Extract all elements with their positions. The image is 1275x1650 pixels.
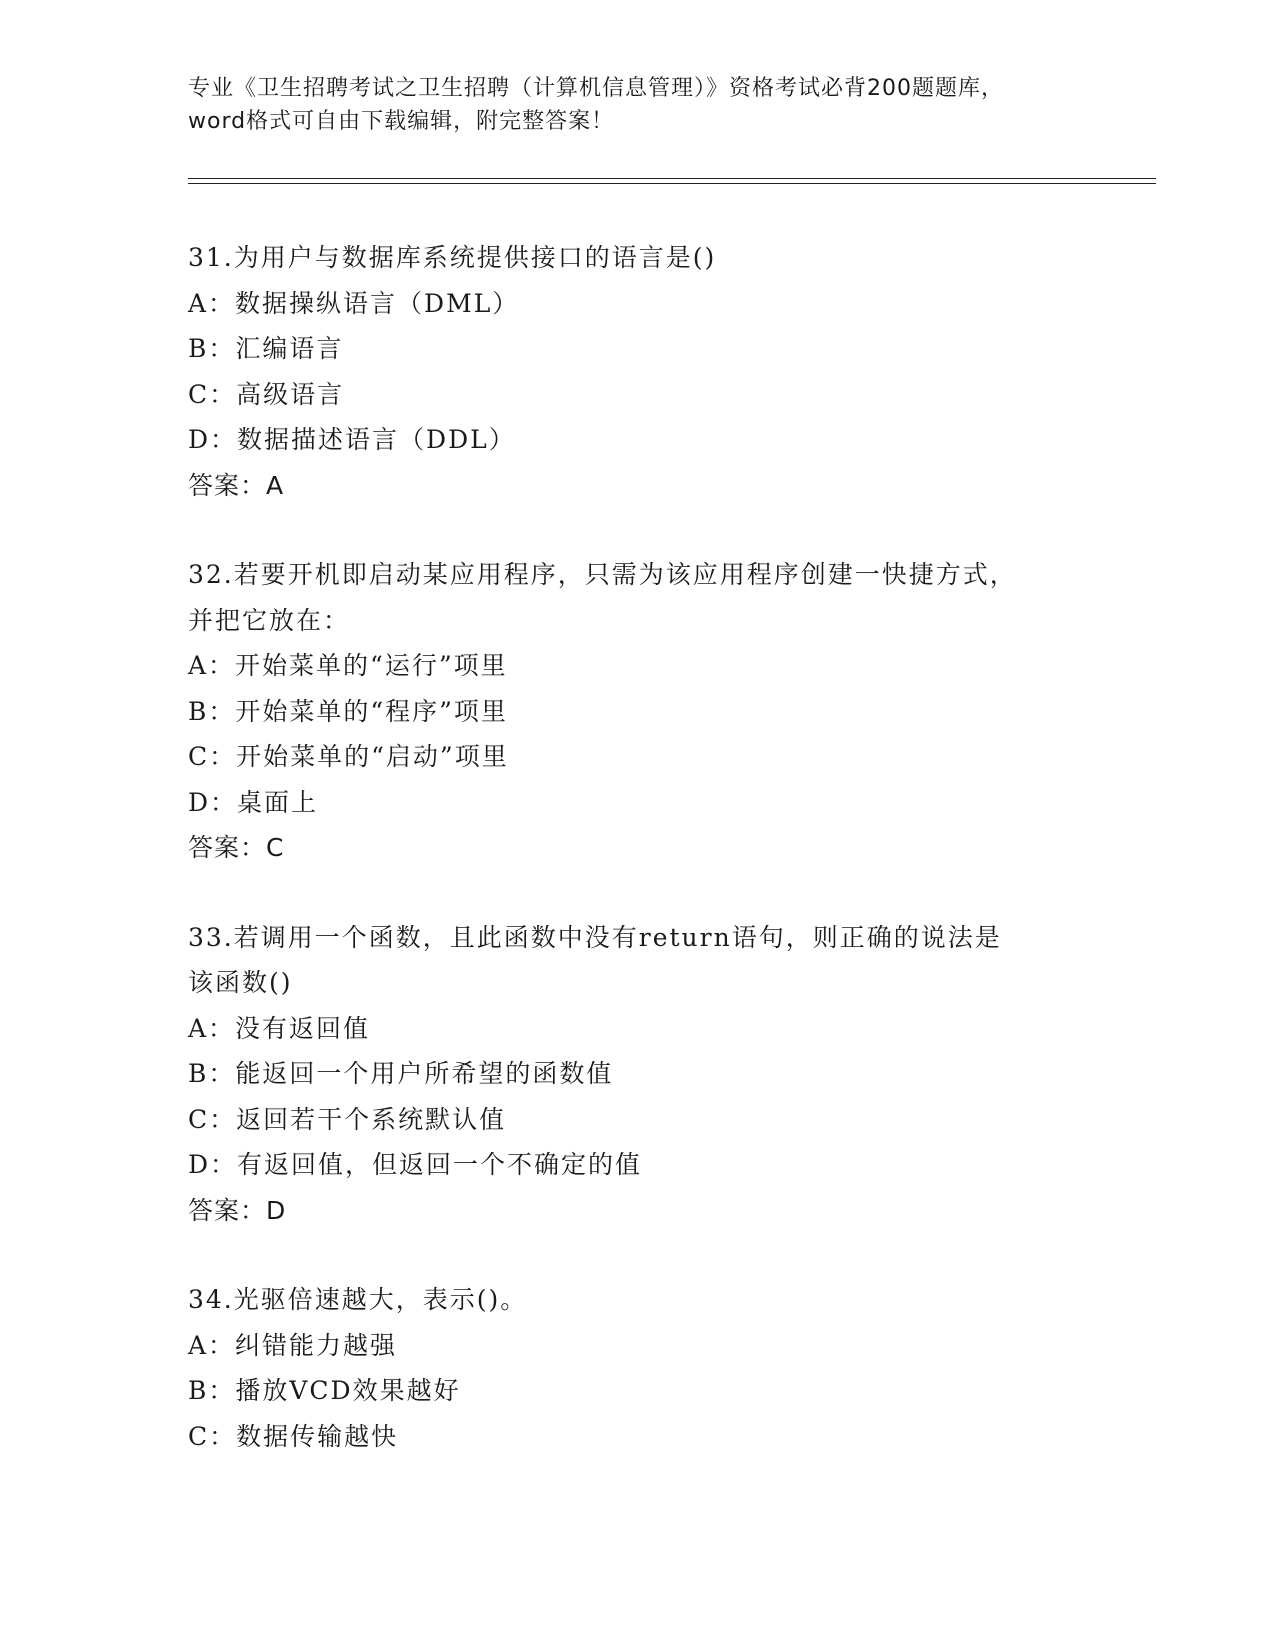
option-d: D：有返回值，但返回一个不确定的值	[188, 1150, 643, 1179]
option-a: A：纠错能力越强	[188, 1330, 398, 1360]
question-34	[188, 1277, 1088, 1459]
option-b: B：播放VCD效果越好	[188, 1376, 461, 1405]
option-c: C：数据传输越快	[188, 1421, 399, 1451]
option-b: B：开始菜单的“程序”项里	[188, 696, 508, 726]
option-d: D：数据描述语言（DDL）	[188, 425, 516, 454]
question-stem: 31.为用户与数据库系统提供接口的语言是()	[188, 243, 717, 272]
question-list	[188, 235, 1088, 1503]
option-d: D：桌面上	[188, 787, 319, 817]
option-a: A：开始菜单的“运行”项里	[188, 651, 508, 680]
option-a: A：没有返回值	[188, 1013, 371, 1043]
question-stem: 34.光驱倍速越大，表示()。	[188, 1285, 528, 1314]
question-stem-continued: 并把它放在：	[188, 605, 351, 635]
header-divider-bottom	[188, 183, 1156, 184]
question-stem: 32.若要开机即启动某应用程序，只需为该应用程序创建一快捷方式，	[188, 560, 1017, 589]
question-33	[188, 915, 1088, 1234]
answer-label: 答案：C	[188, 833, 285, 862]
document-header	[188, 72, 1088, 138]
option-a: A：数据操纵语言（DML）	[188, 288, 520, 318]
question-31	[188, 235, 1088, 508]
answer-label: 答案：A	[188, 470, 285, 500]
question-stem: 33.若调用一个函数，且此函数中没有return语句，则正确的说法是	[188, 922, 1002, 952]
option-c: C：返回若干个系统默认值	[188, 1104, 507, 1134]
header-divider-top	[188, 178, 1156, 179]
option-b: B：能返回一个用户所希望的函数值	[188, 1059, 614, 1088]
question-32	[188, 552, 1088, 871]
header-line-2: word格式可自由下载编辑，附完整答案！	[188, 109, 615, 134]
answer-label: 答案：D	[188, 1195, 287, 1225]
option-b: B：汇编语言	[188, 334, 344, 363]
option-c: C：开始菜单的“启动”项里	[188, 742, 509, 771]
question-stem-continued: 该函数()	[188, 968, 293, 997]
header-line-1: 专业《卫生招聘考试之卫生招聘（计算机信息管理）》资格考试必背200题题库，	[188, 76, 1004, 101]
option-c: C：高级语言	[188, 379, 345, 409]
